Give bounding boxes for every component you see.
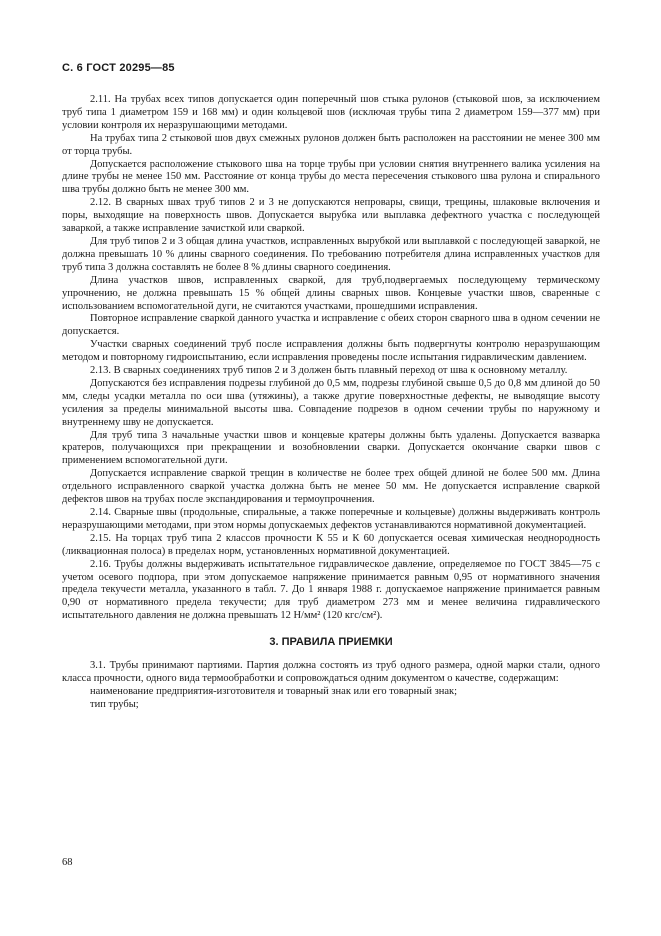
body-text-after <box>62 660 600 712</box>
paragraph-3-1: 3.1. Трубы принимают партиями. Партия должна состоять из труб одного размера, одной марки стали, одного класса прочности, одного вида термообработки и сопровождаться одним документом о качестве, содержащим: <box>62 660 600 685</box>
section-title: 3. ПРАВИЛА ПРИЕМКИ <box>269 636 393 649</box>
paragraph: Участки сварных соединений труб после исправления должны быть подвергнуты контролю неразрушающим методом и повторному гидроиспытанию, если исправления проведены после испытания гидравлическим давлением. <box>62 339 600 364</box>
paragraph: Для труб типа 3 начальные участки швов и концевые кратеры должны быть удалены. Допускается вазварка кратеров, получающихся при прекращении и возобновлении сварки. Допускается окончание сварки швов с применением вспомогательной дуги. <box>62 429 600 467</box>
paragraph-2-11: 2.11. На трубах всех типов допускается один поперечный шов стыка рулонов (стыковой шов, за исключением труб типа 1 диаметром 159 и 168 мм) и один кольцевой шов (исключая трубы типа 2 диаметром 159—377 мм) при условии контроля их неразрушающими методами. <box>62 94 600 131</box>
paragraph: Для труб типов 2 и 3 общая длина участков, исправленных вырубкой или выплавкой с последующей заваркой, не должна превышать 10 % длины сварного соединения. По требованию потребителя длина исправленных участков для труб типа 3 должна составлять не более 8 % длины сварного соединения. <box>62 235 600 273</box>
page-header: С. 6 ГОСТ 20295—85 <box>62 62 175 74</box>
paragraph: Длина участков швов, исправленных сваркой, для труб,подвергаемых последующему термическому упрочнению, не должна превышать 15 % общей длины сварных швов. Концевые участки швов, сваренные с использованием вспомогательной дуги, не считаются участками, прошедшими исправления. <box>62 274 600 312</box>
body-text-before <box>62 94 600 623</box>
page-number: 68 <box>62 857 73 868</box>
paragraph: Повторное исправление сваркой данного участка и исправление с обеих сторон сварного шва в одном сечении не допускается. <box>62 313 600 338</box>
paragraph-2-13: 2.13. В сварных соединениях труб типов 2 и 3 должен быть плавный переход от шва к основному металлу. <box>90 365 568 377</box>
list-item: тип трубы; <box>90 698 139 710</box>
paragraph-2-14: 2.14. Сварные швы (продольные, спиральные, а также поперечные и кольцевые) должны выдерживать контроль неразрушающими методами, при этом нормы допускаемых дефектов устанавливаются нормативной документацией. <box>62 507 600 531</box>
paragraph-2-12: 2.12. В сварных швах труб типов 2 и 3 не допускаются непровары, свищи, трещины, шлаковые включения и поры, выходящие на поверхность швов. Допускается вырубка или выплавка дефектного участка с последующей заваркой, а также исправление зачисткой или сваркой. <box>62 197 600 235</box>
paragraph: Допускаются без исправления подрезы глубиной до 0,5 мм, подрезы глубиной свыше 0,5 до 0,8 мм длиной до 50 мм, следы усадки металла по оси шва (утяжины), а также другие поверхностные дефекты, не выводящие высоту усиления за пределы минимальной высоты шва. Совпадение подрезов в одном сечении трубы по наружному и внутреннему шву не допускается. <box>62 377 600 428</box>
paragraph: Допускается исправление сваркой трещин в количестве не более трех общей длиной не более 500 мм. Длина отдельного исправленного сваркой участка должна быть не менее 50 мм. Не допускается исправление сваркой дефектов швов на трубах после экспандирования и термоупрочнения. <box>62 468 600 506</box>
document-page <box>62 62 600 712</box>
paragraph: На трубах типа 2 стыковой шов двух смежных рулонов должен быть расположен на расстоянии не менее 300 мм от торца трубы. <box>62 132 600 157</box>
paragraph-2-16: 2.16. Трубы должны выдерживать испытательное гидравлическое давление, определяемое по ГОСТ 3845—75 с учетом осевого подпора, при этом допускаемое напряжение принимается равным 0,95 от нормативного значения предела текучести металла, указанного в табл. 7. До 1 января 1988 г. допускаемое напряжение принимается равным 0,90 от нормативного предела текучести; для труб диаметром 273 мм и менее величина гидравлического испытательного давления не должна превышать 12 Н/мм² (120 кгс/см²). <box>62 558 600 622</box>
list-item: наименование предприятия-изготовителя и товарный знак или его товарный знак; <box>90 685 458 697</box>
paragraph: Допускается расположение стыкового шва на торце трубы при условии снятия внутреннего валика усиления на длине трубы не менее 150 мм. Расстояние от конца трубы до места пересечения стыкового шва рулона и спирального шва трубы должно быть не менее 300 мм. <box>62 158 600 196</box>
paragraph-2-15: 2.15. На торцах труб типа 2 классов прочности К 55 и К 60 допускается осевая химическая неоднородность (ликвационная полоса) в пределах норм, установленных нормативной документацией. <box>62 532 600 557</box>
